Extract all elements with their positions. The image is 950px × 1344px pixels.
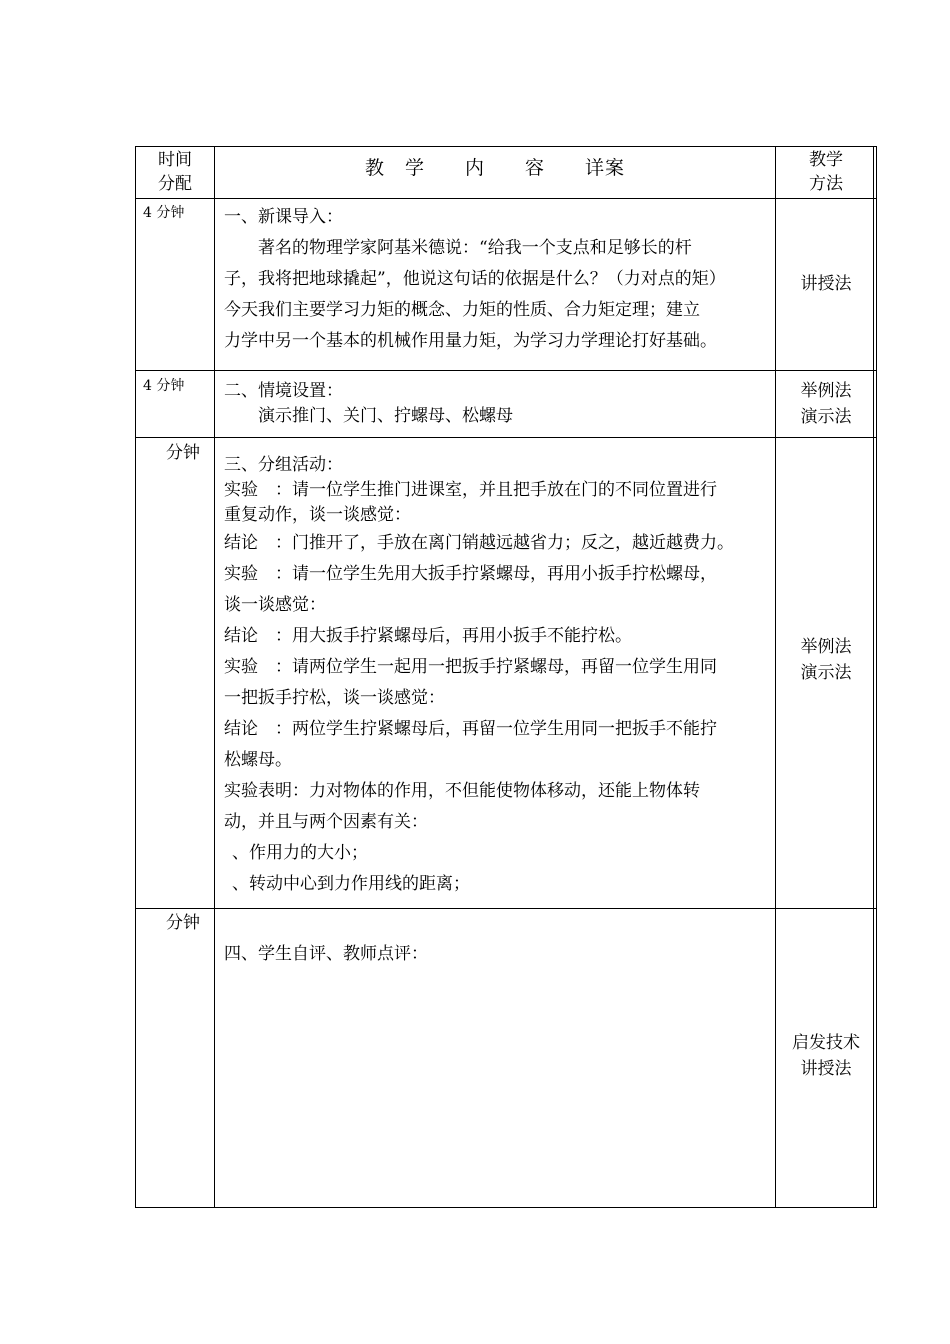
- row-divider-3: [135, 908, 877, 909]
- row3-method: [776, 634, 876, 686]
- row-divider-2: [135, 437, 877, 438]
- row2-content: [224, 379, 776, 429]
- row3-line: 重复动作，谈一谈感觉：: [224, 505, 411, 525]
- row1-line: 著名的物理学家阿基米德说：“给我一个支点和足够长的杆: [258, 238, 692, 258]
- row3-line: 结论 ：两位学生拧紧螺母后，再留一位学生用同一把扳手不能拧: [224, 719, 717, 739]
- row3-line: 实验 ：请一位学生先用大扳手拧紧螺母，再用小扳手拧松螺母，: [224, 564, 717, 584]
- row4-method-line1: 启发技术: [792, 1033, 860, 1053]
- row1-line: 子，我将把地球撬起”，他说这句话的依据是什么？（力对点的矩）: [224, 269, 726, 289]
- row1-time: 4 分钟: [143, 205, 185, 221]
- row4-method: [776, 1030, 876, 1082]
- row4-line: 四、学生自评、教师点评：: [224, 944, 428, 964]
- row2-line: 演示推门、关门、拧螺母、松螺母: [258, 406, 513, 426]
- row3-line: 三、分组活动：: [224, 455, 343, 475]
- row1-method: 讲授法: [800, 274, 852, 294]
- row1-content: [224, 202, 776, 357]
- row3-line: 结论 ：门推开了，手放在离门销越远越省力；反之，越近越费力。: [224, 533, 734, 553]
- row3-line: 、作用力的大小；: [232, 843, 368, 863]
- column-divider-time: [214, 146, 215, 1208]
- row1-line: 一、新课导入：: [224, 207, 343, 227]
- row-divider-header: [135, 198, 877, 199]
- header-time-line1: 时间: [158, 150, 192, 170]
- row4-time: 分钟: [166, 913, 200, 933]
- row3-line: 松螺母。: [224, 750, 292, 770]
- row1-line: 力学中另一个基本的机械作用量力矩，为学习力学理论打好基础。: [224, 331, 717, 351]
- row-divider-1: [135, 370, 877, 371]
- row3-line: 实验表明：力对物体的作用，不但能使物体移动，还能上物体转: [224, 781, 700, 801]
- row4-method-line2: 讲授法: [800, 1059, 852, 1079]
- row3-line: 谈一谈感觉：: [224, 595, 326, 615]
- row1-line: 今天我们主要学习力矩的概念、力矩的性质、合力矩定理；建立: [224, 300, 700, 320]
- header-method-line1: 教学: [809, 150, 843, 170]
- row3-line: 动，并且与两个因素有关：: [224, 812, 428, 832]
- header-method: [776, 148, 876, 196]
- row3-line: 、转动中心到力作用线的距离；: [232, 874, 470, 894]
- row3-content: [224, 453, 776, 900]
- row3-line: 结论 ：用大扳手拧紧螺母后，再用小扳手不能拧松。: [224, 626, 632, 646]
- header-time: [136, 148, 214, 196]
- row3-method-line1: 举例法: [800, 637, 852, 657]
- row2-method: [776, 378, 876, 430]
- row2-line: 二、情境设置：: [224, 381, 343, 401]
- row3-method-line2: 演示法: [800, 663, 852, 683]
- row2-method-line1: 举例法: [800, 381, 852, 401]
- row2-time: 4 分钟: [143, 378, 185, 394]
- header-content: 教 学 内 容 详案: [364, 157, 625, 179]
- row4-content: [224, 939, 776, 970]
- header-method-line2: 方法: [809, 174, 843, 194]
- row3-time: 分钟: [166, 443, 200, 463]
- row3-line: 实验 ：请一位学生推门进课室，并且把手放在门的不同位置进行: [224, 480, 717, 500]
- row3-line: 一把扳手拧松，谈一谈感觉：: [224, 688, 445, 708]
- row3-line: 实验 ：请两位学生一起用一把扳手拧紧螺母，再留一位学生用同: [224, 657, 717, 677]
- row2-method-line2: 演示法: [800, 407, 852, 427]
- header-time-line2: 分配: [158, 174, 192, 194]
